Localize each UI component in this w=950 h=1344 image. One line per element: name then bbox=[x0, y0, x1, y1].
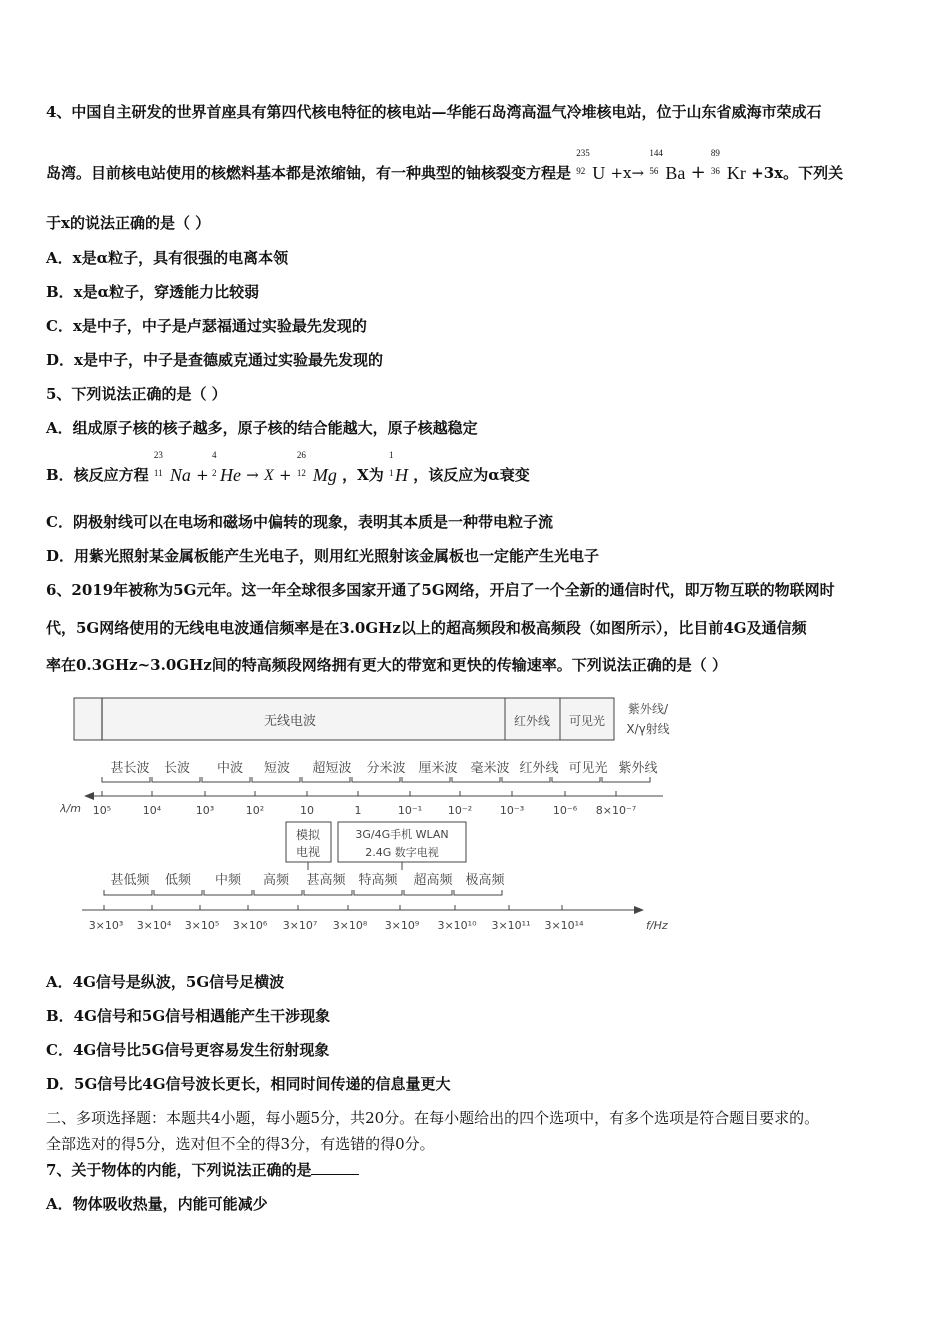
wave-bracket bbox=[602, 777, 650, 782]
freq-tick-label: 3×10³ bbox=[88, 919, 124, 932]
wave-bracket bbox=[452, 777, 500, 782]
freq-name-label: 低频 bbox=[164, 873, 192, 888]
q7-option-a[interactable]: A．物体吸收热量，内能可能减少 bbox=[46, 1195, 268, 1213]
freq-tick-label: 3×10⁸ bbox=[332, 919, 368, 932]
wave-name-label: 超短波 bbox=[312, 761, 352, 776]
freq-bracket bbox=[154, 890, 202, 895]
wave-name-label: 可见光 bbox=[568, 761, 608, 776]
freq-tick-label: 3×10⁴ bbox=[136, 919, 172, 932]
mobile-box-line1: 3G/4G手机 WLAN bbox=[355, 828, 449, 841]
lambda-tick-label: 10³ bbox=[195, 804, 215, 817]
lambda-tick-label: 10² bbox=[245, 804, 265, 817]
freq-bracket bbox=[304, 890, 352, 895]
q5-option-c[interactable]: C．阴极射线可以在电场和磁场中偏转的现象，表明其本质是一种带电粒子流 bbox=[46, 513, 553, 531]
plus-x-arrow: +x→ bbox=[610, 164, 645, 182]
wave-name-label: 中波 bbox=[216, 761, 244, 776]
lambda-tick-label: 1 bbox=[354, 804, 362, 817]
wave-name-label: 红外线 bbox=[519, 761, 559, 776]
wave-bracket bbox=[302, 777, 350, 782]
freq-axis-label: f/Hz bbox=[646, 919, 668, 932]
freq-bracket bbox=[104, 890, 152, 895]
freq-tick-label: 3×10⁹ bbox=[384, 919, 420, 932]
freq-name-label: 极高频 bbox=[465, 873, 505, 888]
nuclide-kr89: 89 36 Kr bbox=[710, 148, 746, 183]
wave-name-label: 厘米波 bbox=[418, 761, 458, 776]
freq-tick-label: 3×10⁶ bbox=[232, 919, 268, 932]
nuclide-he4: 4 2 He bbox=[211, 450, 241, 485]
freq-tick-label: 3×10¹¹ bbox=[491, 919, 531, 932]
wave-bracket bbox=[552, 777, 600, 782]
freq-tick-label: 3×10⁵ bbox=[184, 919, 220, 932]
freq-name-label: 甚高频 bbox=[306, 873, 346, 888]
nuclide-ba144: 144 56 Ba bbox=[649, 148, 686, 183]
freq-name-label: 超高频 bbox=[413, 873, 453, 888]
lambda-tick-label: 10⁻⁶ bbox=[552, 804, 578, 817]
q4-stem-line1: 4、中国自主研发的世界首座具有第四代核电特征的核电站—华能石岛湾高温气冷堆核电站，位于山东省威海市荣成石 bbox=[46, 103, 822, 121]
wave-name-label: 毫米波 bbox=[470, 761, 510, 776]
nuclide-mg26: 26 12 Mg bbox=[296, 450, 337, 485]
q5-stem: 5、下列说法正确的是（ ） bbox=[46, 385, 227, 403]
wave-bracket bbox=[352, 777, 400, 782]
q6-option-c[interactable]: C．4G信号比5G信号更容易发生衍射现象 bbox=[46, 1041, 330, 1059]
q4-stem-end: +3x。下列关 bbox=[751, 164, 844, 182]
freq-tick-label: 3×10⁷ bbox=[282, 919, 318, 932]
wave-name-row bbox=[102, 760, 658, 782]
nuclide-u235: 235 92 U bbox=[576, 148, 606, 183]
q6-stem-line3: 率在0.3GHz~3.0GHz间的特高频段网络拥有更大的带宽和更快的传输速率。下列说法正确的是（ ） bbox=[46, 656, 727, 674]
freq-bracket bbox=[204, 890, 252, 895]
lambda-tick-label: 10⁵ bbox=[92, 804, 112, 817]
nuclide-na23: 23 11 Na bbox=[153, 450, 191, 485]
wave-name-label: 短波 bbox=[263, 761, 291, 776]
section2-line2: 全部选对的得5分，选对但不全的得3分，有选错的得0分。 bbox=[46, 1135, 435, 1153]
freq-bracket bbox=[404, 890, 452, 895]
freq-name-label: 高频 bbox=[262, 873, 290, 888]
answer-blank[interactable] bbox=[311, 1160, 359, 1175]
q4-option-a[interactable]: A．x是α粒子，具有很强的电离本领 bbox=[46, 249, 289, 267]
analog-tv-line1: 模拟 bbox=[295, 828, 321, 842]
spectrum-figure bbox=[60, 692, 700, 942]
nuclide-h1: 1 1 H bbox=[388, 450, 408, 485]
lambda-tick-label: 10⁻² bbox=[447, 804, 473, 817]
plus-sign: + bbox=[690, 162, 706, 183]
wave-bracket bbox=[102, 777, 150, 782]
q4-stem-line2 bbox=[46, 148, 844, 185]
q4-option-b[interactable]: B．x是α粒子，穿透能力比较弱 bbox=[46, 283, 260, 301]
wave-bracket bbox=[502, 777, 550, 782]
mobile-box-line2: 2.4G 数字电视 bbox=[365, 846, 439, 859]
wave-name-label: 分米波 bbox=[366, 761, 406, 776]
freq-bracket bbox=[254, 890, 302, 895]
wave-name-label: 紫外线 bbox=[618, 761, 658, 776]
q6-stem-line1: 6、2019年被称为5G元年。这一年全球很多国家开通了5G网络，开启了一个全新的通信时代，即万物互联的物联网时 bbox=[46, 581, 835, 599]
freq-tick-label: 3×10¹⁴ bbox=[544, 919, 584, 932]
lambda-tick-label: 8×10⁻⁷ bbox=[595, 804, 637, 817]
q6-stem-line2: 代，5G网络使用的无线电电波通信频率是在3.0GHz以上的超高频段和极高频段（如图所示），比目前4G及通信频 bbox=[46, 619, 807, 637]
lambda-tick-label: 10 bbox=[300, 804, 314, 817]
freq-bracket bbox=[454, 890, 502, 895]
q5-option-d[interactable]: D．用紫光照射某金属板能产生光电子，则用红光照射该金属板也一定能产生光电子 bbox=[46, 547, 600, 565]
lambda-tick-row bbox=[93, 791, 636, 817]
band-radio-label: 无线电波 bbox=[263, 714, 317, 729]
q5-option-a[interactable]: A．组成原子核的核子越多，原子核的结合能越大，原子核越稳定 bbox=[46, 419, 478, 437]
band-uv-label-1: 紫外线/ bbox=[627, 702, 669, 716]
lambda-tick-label: 10⁴ bbox=[142, 804, 162, 817]
lambda-tick-label: 10⁻¹ bbox=[397, 804, 423, 817]
analog-tv-line2: 电视 bbox=[295, 845, 321, 859]
q4-stem-text: 岛湾。目前核电站使用的核燃料基本都是浓缩铀，有一种典型的铀核裂变方程是 bbox=[46, 164, 572, 182]
freq-bracket bbox=[354, 890, 402, 895]
freq-name-label: 特高频 bbox=[358, 873, 398, 888]
q7-stem: 7、关于物体的内能，下列说法正确的是 bbox=[46, 1160, 359, 1180]
freq-tick-label: 3×10¹⁰ bbox=[437, 919, 477, 932]
lambda-tick-label: 10⁻³ bbox=[499, 804, 525, 817]
nuclide-x: X bbox=[264, 467, 274, 484]
wave-name-label: 甚长波 bbox=[110, 761, 150, 776]
band-visible-label: 可见光 bbox=[568, 714, 606, 728]
lambda-axis-label: λ/m bbox=[60, 802, 81, 815]
wave-bracket bbox=[202, 777, 250, 782]
wave-bracket bbox=[152, 777, 200, 782]
freq-tick-row bbox=[89, 905, 584, 932]
freq-name-row bbox=[104, 872, 505, 895]
wave-name-label: 长波 bbox=[163, 761, 191, 776]
section2-line1: 二、多项选择题：本题共4小题，每小题5分，共20分。在每小题给出的四个选项中，有多个选项是符合题目要求的。 bbox=[46, 1109, 820, 1127]
wave-bracket bbox=[252, 777, 300, 782]
q5-option-b[interactable]: B．核反应方程 23 11 Na + 4 2 He → X + 26 12 Mg ，X为 1 1 H ，该反应为α衰变 bbox=[46, 450, 530, 485]
q4-option-d[interactable]: D．x是中子，中子是查德威克通过实验最先发现的 bbox=[46, 351, 383, 369]
q6-option-a[interactable]: A．4G信号是纵波，5G信号足横波 bbox=[46, 973, 285, 991]
q4-stem-line3: 于x的说法正确的是（ ） bbox=[46, 214, 211, 232]
wave-bracket bbox=[402, 777, 450, 782]
freq-name-label: 中频 bbox=[214, 873, 242, 888]
band-ir-label: 红外线 bbox=[513, 714, 551, 728]
q4-option-c[interactable]: C．x是中子，中子是卢瑟福通过实验最先发现的 bbox=[46, 317, 367, 335]
q6-option-b[interactable]: B．4G信号和5G信号相遇能产生干涉现象 bbox=[46, 1007, 331, 1025]
freq-name-label: 甚低频 bbox=[110, 873, 150, 888]
q6-option-d[interactable]: D．5G信号比4G信号波长更长，相同时间传递的信息量更大 bbox=[46, 1075, 451, 1093]
band-uv-label-2: X/γ射线 bbox=[626, 722, 670, 736]
